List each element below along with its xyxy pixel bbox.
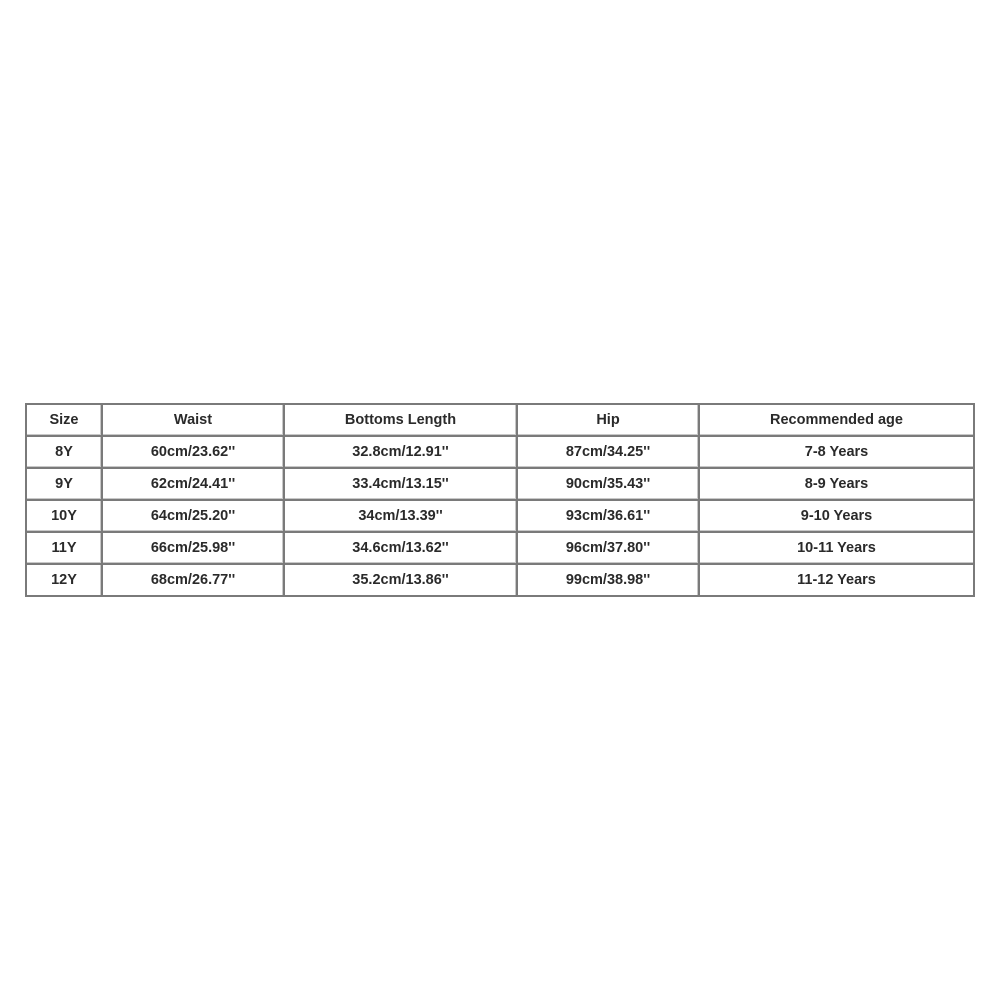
cell-recommended-age: 10-11 Years bbox=[700, 533, 973, 565]
cell-waist: 62cm/24.41'' bbox=[103, 469, 285, 501]
table-row bbox=[27, 533, 973, 565]
table-header-row bbox=[27, 405, 973, 437]
cell-bottoms-length: 34cm/13.39'' bbox=[285, 501, 518, 533]
header-hip: Hip bbox=[518, 405, 700, 437]
cell-hip: 99cm/38.98'' bbox=[518, 565, 700, 595]
table-row bbox=[27, 565, 973, 595]
cell-hip: 96cm/37.80'' bbox=[518, 533, 700, 565]
cell-recommended-age: 11-12 Years bbox=[797, 572, 876, 588]
cell-size: 12Y bbox=[27, 565, 103, 595]
cell-size: 11Y bbox=[27, 533, 103, 565]
cell-recommended-age: 9-10 Years bbox=[700, 501, 973, 533]
cell-bottoms-length: 35.2cm/13.86'' bbox=[285, 565, 518, 595]
cell-size: 8Y bbox=[27, 437, 103, 469]
cell-size: 9Y bbox=[27, 469, 103, 501]
cell-recommended-age: 7-8 Years bbox=[700, 437, 973, 469]
header-recommended-age: Recommended age bbox=[700, 405, 973, 437]
size-chart-table bbox=[25, 403, 975, 597]
table-row bbox=[27, 501, 973, 533]
cell-hip: 87cm/34.25'' bbox=[518, 437, 700, 469]
cell-size: 10Y bbox=[27, 501, 103, 533]
header-size: Size bbox=[27, 405, 103, 437]
cell-recommended-age: 8-9 Years bbox=[700, 469, 973, 501]
cell-bottoms-length: 34.6cm/13.62'' bbox=[285, 533, 518, 565]
cell-waist: 60cm/23.62'' bbox=[103, 437, 285, 469]
cell-hip: 90cm/35.43'' bbox=[518, 469, 700, 501]
table-row bbox=[27, 437, 973, 469]
header-bottoms-length: Bottoms Length bbox=[285, 405, 518, 437]
cell-bottoms-length: 33.4cm/13.15'' bbox=[285, 469, 518, 501]
header-waist: Waist bbox=[103, 405, 285, 437]
cell-waist: 66cm/25.98'' bbox=[103, 533, 285, 565]
table-row bbox=[27, 469, 973, 501]
cell-waist: 68cm/26.77'' bbox=[103, 565, 285, 595]
cell-hip: 93cm/36.61'' bbox=[518, 501, 700, 533]
cell-waist: 64cm/25.20'' bbox=[103, 501, 285, 533]
cell-bottoms-length: 32.8cm/12.91'' bbox=[285, 437, 518, 469]
